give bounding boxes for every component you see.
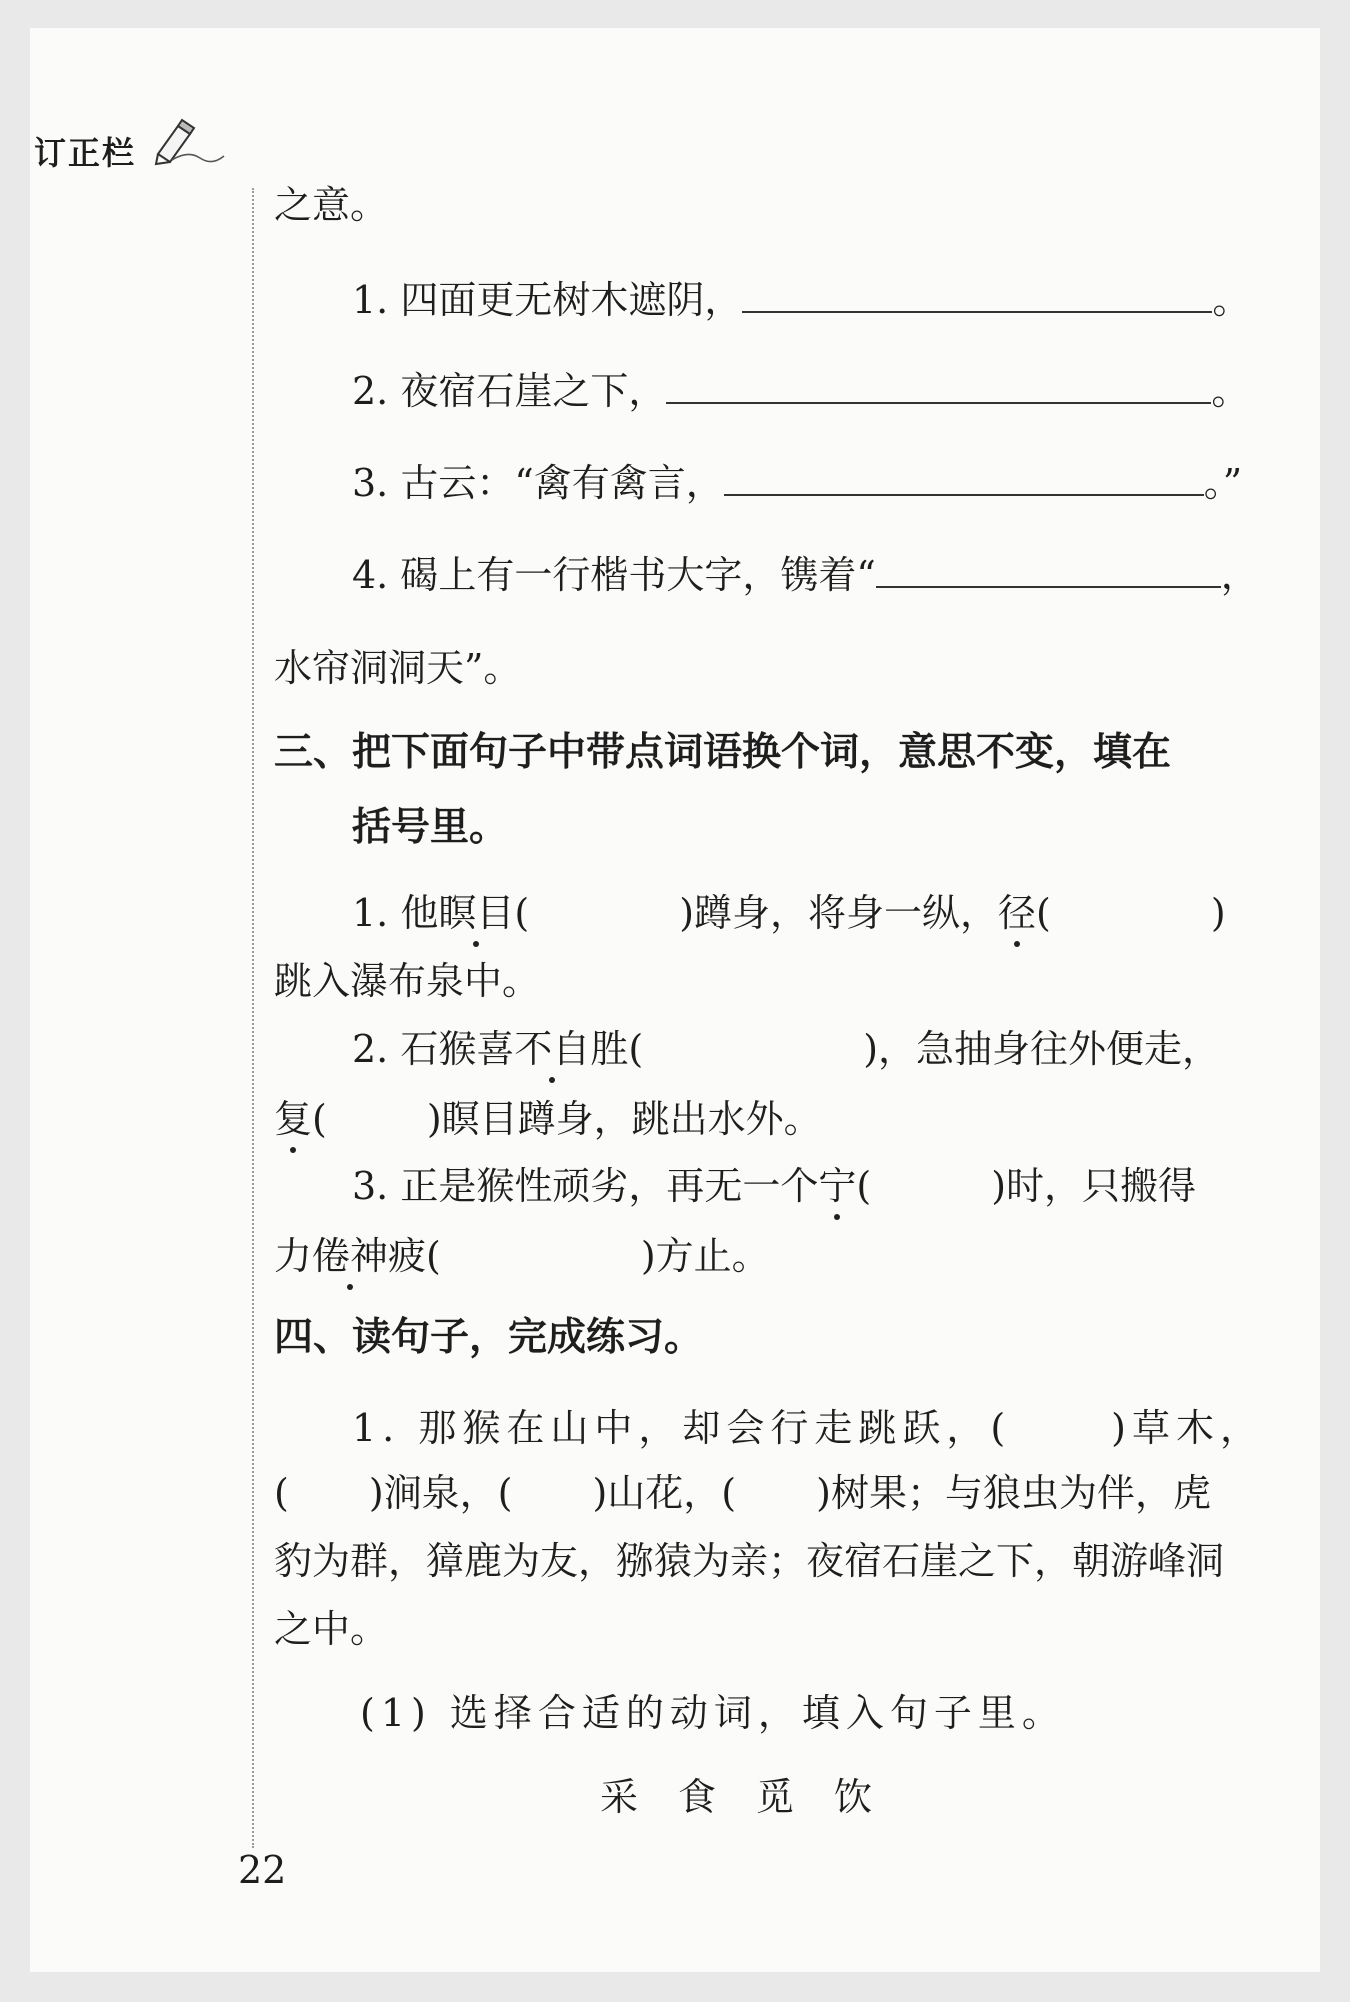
margin-divider [252,188,254,1848]
dotted-word: 力倦神疲 [274,1234,427,1278]
question-2-cont: 复( )瞑目蹲身，跳出水外。 [274,1097,822,1141]
answer-blank[interactable] [666,368,1211,404]
fill-line-2: 2. 夜宿石崖之下， 。 [352,369,1250,413]
dotted-word: 瞑目 [438,891,515,935]
fill-line-4: 4. 碣上有一行楷书大字，镌着“ ， [352,553,1259,597]
text-line: 水帘洞洞天”。 [274,646,522,690]
pencil-icon [148,106,228,166]
section-heading-3-cont: 括号里。 [352,805,509,850]
reading-line-3: 豹为群，獐鹿为友，猕猿为亲；夜宿石崖之下，朝游峰洞 [274,1539,1225,1583]
dotted-word: 宁 [818,1164,857,1208]
dotted-word: 径 [998,891,1037,935]
correction-column-label: 订正栏 [34,134,137,172]
reading-line-4: 之中。 [274,1607,389,1651]
fill-line-3: 3. 古云：“禽有禽言， 。” [352,461,1243,505]
text-line: 之意。 [274,183,389,227]
dotted-word: 喜不自胜 [476,1027,629,1071]
question-3: 3. 正是猴性顽劣，再无一个宁( )时，只搬得 [352,1164,1197,1208]
sub-question-1: (1) 选择合适的动词，填入句子里。 [360,1691,1066,1735]
text-line: 跳入瀑布泉中。 [274,959,541,1003]
fill-line-1: 1. 四面更无树木遮阴， 。 [352,278,1251,322]
verb-options: 采食觅饮 [600,1775,913,1819]
question-3-cont: 力倦神疲( )方止。 [274,1234,770,1278]
dotted-word: 复 [274,1097,313,1141]
question-2: 2. 石猴喜不自胜( )，急抽身往外便走， [352,1027,1221,1071]
answer-blank[interactable] [724,460,1204,496]
section-heading-4: 四、读句子，完成练习。 [274,1315,704,1360]
answer-blank[interactable] [876,552,1221,588]
section-heading-3: 三、把下面句子中带点词语换个词，意思不变，填在 [274,730,1172,775]
question-1: 1. 他瞑目( )蹲身，将身一纵，径( ) [352,891,1226,935]
workbook-page [30,28,1320,1972]
answer-blank[interactable] [742,277,1212,313]
page-number: 22 [238,1848,287,1892]
reading-line-2: ( )涧泉，( )山花，( )树果；与狼虫为伴，虎 [274,1471,1211,1515]
reading-line-1: 1. 那猴在山中，却会行走跳跃，( )草木， [352,1406,1264,1450]
